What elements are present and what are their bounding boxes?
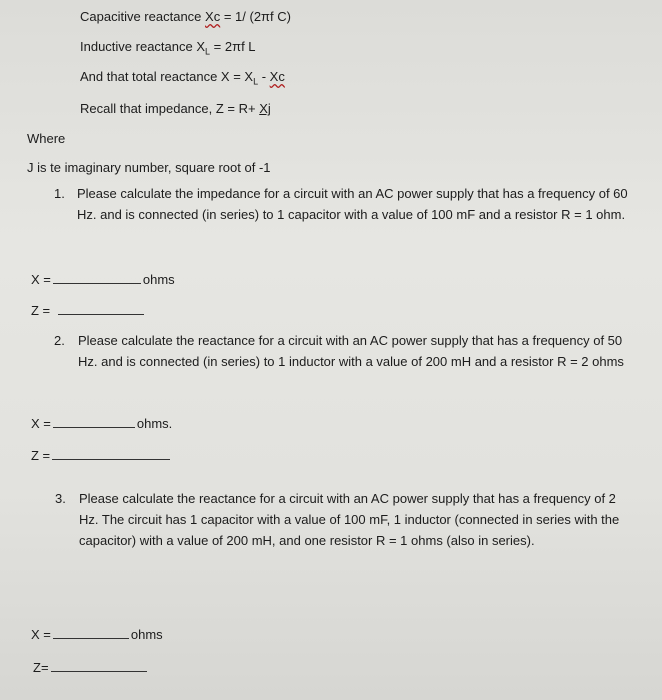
capacitive-symbol: Xc (205, 9, 221, 24)
inductive-reactance-formula (80, 39, 256, 55)
total-minus: - (258, 69, 270, 84)
total-reactance-formula (80, 69, 285, 85)
question-1-line-1: Please calculate the impedance for a circuit with an AC power supply that has a frequency of 60 (77, 186, 628, 201)
question-3-x-label: X = (31, 627, 51, 642)
question-3-text (79, 488, 619, 551)
total-xc-symbol: Xc (269, 69, 285, 84)
question-2-z-blank[interactable] (52, 447, 170, 460)
question-1-z-label: Z = (31, 303, 51, 318)
impedance-label: Recall that impedance, Z = R+ (80, 101, 260, 116)
question-2-z-answer (31, 447, 172, 464)
question-3-x-blank[interactable] (53, 626, 129, 639)
question-2-x-answer (31, 415, 172, 432)
question-1-line-2: Hz. and is connected (in series) to 1 capacitor with a value of 100 mF and a resistor R = 1 ohm. (77, 207, 626, 222)
j-definition: J is te imaginary number, square root of -1 (27, 160, 271, 175)
question-2-line-2: Hz. and is connected (in series) to 1 inductor with a value of 200 mH and a resistor R = 2 ohms (78, 354, 624, 369)
inductive-label: Inductive reactance X (80, 39, 206, 54)
question-3-x-unit: ohms (130, 627, 163, 642)
capacitive-equation: = 1/ (2πf C) (223, 9, 291, 24)
question-3-number: 3. (55, 491, 66, 506)
question-3-x-answer (31, 626, 163, 643)
total-label: And that total reactance X = X (80, 69, 254, 84)
impedance-xj-symbol: Xj (259, 101, 271, 116)
question-1-number: 1. (54, 186, 65, 201)
question-1-x-blank[interactable] (53, 271, 141, 284)
question-1-text (77, 183, 628, 225)
question-1-z-answer (31, 302, 146, 319)
question-3-line-2: Hz. The circuit has 1 capacitor with a value of 100 mF, 1 inductor (connected in series with the (79, 512, 620, 527)
impedance-formula (80, 101, 271, 117)
capacitive-label: Capacitive reactance (80, 9, 202, 24)
question-2-x-label: X = (31, 416, 51, 431)
question-2-z-label: Z = (31, 448, 51, 463)
question-2-x-blank[interactable] (53, 415, 135, 428)
question-3-line-1: Please calculate the reactance for a circuit with an AC power supply that has a frequency of 2 (79, 491, 616, 506)
question-2-line-1: Please calculate the reactance for a circuit with an AC power supply that has a frequency of 50 (78, 333, 623, 348)
question-1-z-blank[interactable] (58, 302, 144, 315)
question-3-z-answer (33, 659, 149, 676)
question-3-z-label: Z= (33, 660, 49, 675)
inductive-subscript: L (205, 46, 211, 57)
question-3-line-3: capacitor) with a value of 200 mH, and one resistor R = 1 ohms (also in series). (79, 533, 535, 548)
capacitive-reactance-formula (80, 9, 291, 25)
question-1-x-answer (31, 271, 175, 288)
question-1-x-unit: ohms (142, 272, 175, 287)
question-1-x-label: X = (31, 272, 51, 287)
where-heading: Where (27, 131, 66, 146)
question-2-number: 2. (54, 333, 65, 348)
total-subscript: L (253, 76, 259, 87)
question-2-text (78, 330, 624, 372)
question-3-z-blank[interactable] (51, 659, 147, 672)
question-2-x-unit: ohms. (136, 416, 173, 431)
inductive-equation: = 2πf L (213, 39, 256, 54)
